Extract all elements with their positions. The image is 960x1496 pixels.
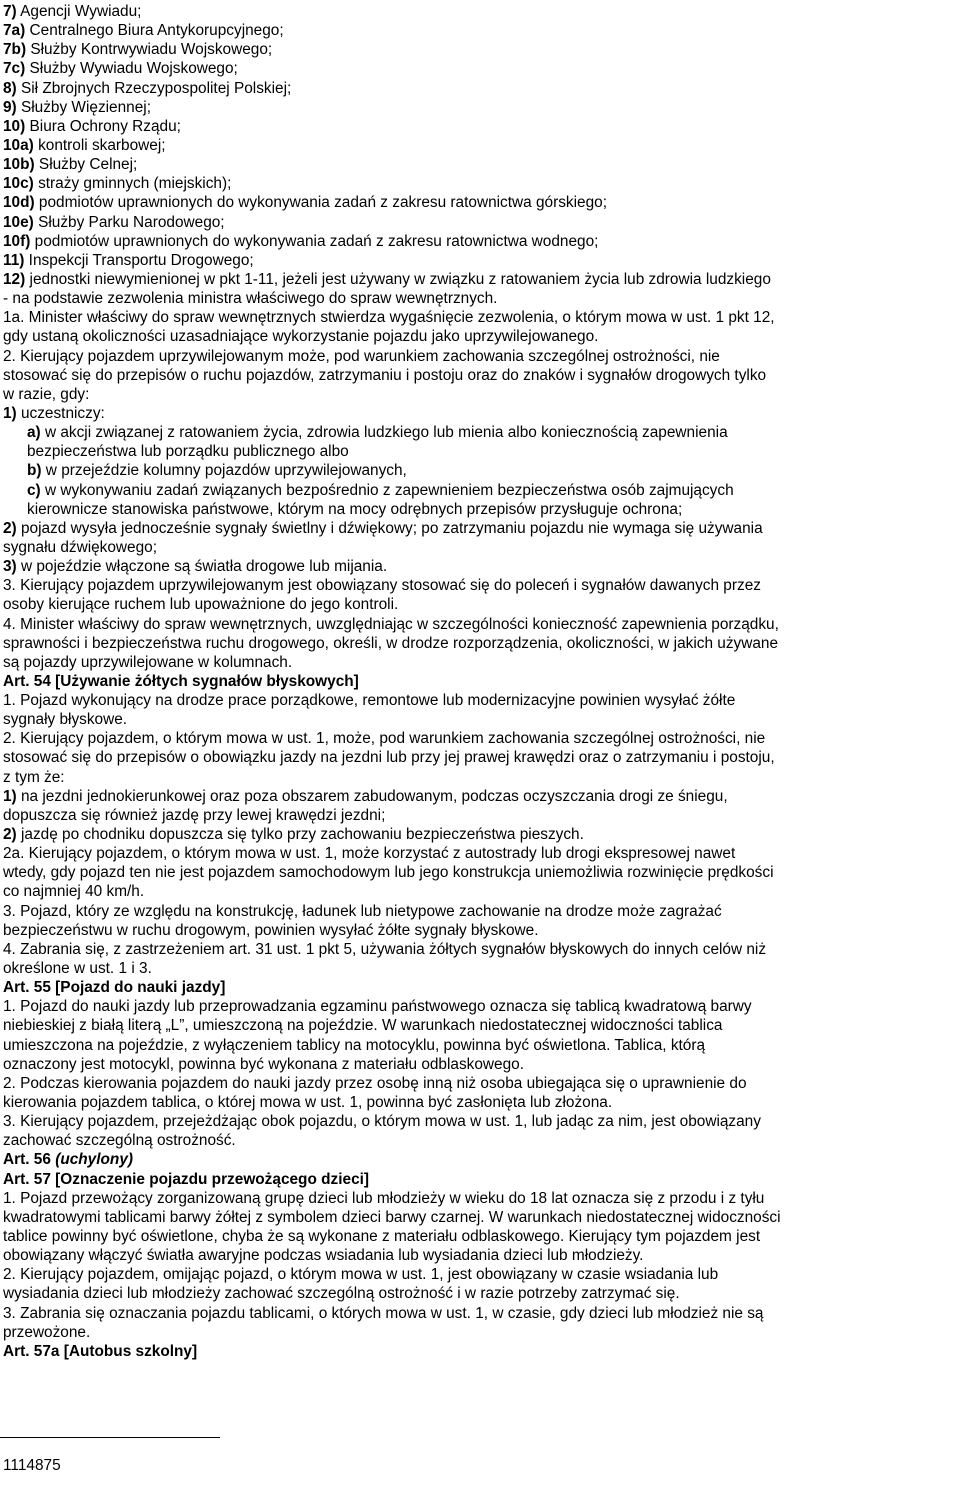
document-body <box>3 2 957 1361</box>
text-run: niebieskiej z białą literą „L”, umieszczoną na pojeździe. W warunkach niedostatecznej widoczności tablica <box>3 1017 723 1035</box>
text-run: Agencji Wywiadu; <box>16 3 142 20</box>
bold-run: 10a) <box>3 136 34 154</box>
text-line <box>3 385 957 404</box>
text-line <box>3 308 957 327</box>
text-line <box>3 882 957 901</box>
bold-run: 11) <box>3 251 25 269</box>
text-run: gdy ustaną okoliczności uzasadniające wykorzystanie pojazdu jako uprzywilejowanego. <box>3 328 599 346</box>
text-run: Służby Kontrwywiadu Wojskowego; <box>26 41 273 59</box>
text-run: są pojazdy uprzywilejowane w kolumnach. <box>3 653 293 671</box>
text-run: straży gminnych (miejskich); <box>33 175 232 193</box>
text-line <box>3 2 957 21</box>
text-run: w akcji związanej z ratowaniem życia, zdrowia ludzkiego lub mienia albo koniecznością zapewnienia <box>40 424 728 442</box>
text-line <box>3 1265 957 1284</box>
text-run: sprawności i bezpieczeństwa ruchu drogowego, określi, w drodze rozporządzenia, okoliczności, w jakich używane <box>3 634 779 652</box>
text-line <box>3 921 957 940</box>
bold-run: 10f) <box>3 232 31 250</box>
text-run: sygnału dźwiękowego; <box>3 538 157 556</box>
text-line <box>3 174 957 193</box>
text-run: wtedy, gdy pojazd ten nie jest pojazdem samochodowym lub jego konstrukcja uniemożliwia rozwinięcie prędkości <box>3 864 774 882</box>
bold-run: 10b) <box>3 156 35 174</box>
text-line <box>3 997 957 1016</box>
article-heading <box>3 672 957 691</box>
text-line <box>3 595 957 614</box>
text-line <box>3 768 957 787</box>
text-run: sygnały błyskowe. <box>3 711 128 729</box>
text-run: Służby Parku Narodowego; <box>33 213 225 231</box>
text-run: 3. Kierujący pojazdem uprzywilejowanym jest obowiązany stosować się do poleceń i sygnałów dawanych przez <box>3 577 761 595</box>
text-line <box>3 327 957 346</box>
text-run: oznaczony jest motocykl, powinna być wykonana z materiału odblaskowego. <box>3 1055 524 1073</box>
text-line <box>3 538 957 557</box>
text-line <box>3 442 957 461</box>
bold-run: Art. 55 [Pojazd do nauki jazdy] <box>3 979 226 997</box>
text-run: dopuszcza się również jazdę przy lewej krawędzi jezdni; <box>3 806 386 824</box>
bold-run: Art. 57 [Oznaczenie pojazdu przewożącego dzieci] <box>3 1170 370 1188</box>
text-run: Inspekcji Transportu Drogowego; <box>24 251 254 269</box>
bold-run: 1) <box>3 787 17 805</box>
text-run: Służby Więziennej; <box>16 98 151 116</box>
article-heading <box>3 1150 957 1169</box>
text-line <box>3 1074 957 1093</box>
bold-run: Art. 57a [Autobus szkolny] <box>3 1342 198 1360</box>
text-run: określone w ust. 1 i 3. <box>3 960 152 978</box>
text-line <box>3 1323 957 1342</box>
text-run: na jezdni jednokierunkowej oraz poza obszarem zabudowanym, podczas oczyszczania drogi ze śniegu, <box>16 787 728 805</box>
text-run: z tym że: <box>3 768 65 786</box>
text-run: stosować się do przepisów o obowiązku jazdy na jezdni lub przy jej prawej krawędzi oraz o zatrzymaniu i postoju, <box>3 749 775 767</box>
text-line <box>3 347 957 366</box>
text-run: uczestniczy: <box>16 404 105 422</box>
bold-run: (uchylony) <box>55 1151 133 1169</box>
text-run: obowiązany włączyć światła awaryjne podczas wsiadania lub wysiadania dzieci lub młodzieży. <box>3 1247 644 1265</box>
text-line <box>3 940 957 959</box>
bold-run: Art. 54 [Używanie żółtych sygnałów błyskowych] <box>3 672 359 690</box>
bold-run: 9) <box>3 98 17 116</box>
text-line <box>3 404 957 423</box>
text-run: w razie, gdy: <box>3 385 90 403</box>
text-run: w przejeździe kolumny pojazdów uprzywilejowanych, <box>41 462 407 480</box>
bold-run: a) <box>27 424 41 442</box>
text-line <box>3 21 957 40</box>
text-line <box>3 232 957 251</box>
text-run: 3. Pojazd, który ze względu na konstrukcję, ładunek lub nietypowe zachowanie na drodze może zagrażać <box>3 902 722 920</box>
text-run: bezpieczeństwa lub porządku publicznego albo <box>27 443 349 461</box>
text-line <box>3 959 957 978</box>
text-run: 4. Minister właściwy do spraw wewnętrznych, uwzględniając w szczególności konieczność zapewnienia porządku, <box>3 615 779 633</box>
text-run: w wykonywaniu zadań związanych bezpośrednio z zapewnieniem bezpieczeństwa osób zajmujących <box>40 481 734 499</box>
page-footer <box>3 1456 61 1475</box>
text-run: 2. Kierujący pojazdem, omijając pojazd, o którym mowa w ust. 1, jest obowiązany w czasie wsiadania lub <box>3 1266 719 1284</box>
text-line <box>3 193 957 212</box>
text-line <box>3 844 957 863</box>
text-run: 3. Kierujący pojazdem, przejeżdżając obok pojazdu, o którym mowa w ust. 1, lub jadąc za nim, jest obowiązany <box>3 1113 761 1131</box>
text-run: Centralnego Biura Antykorupcyjnego; <box>25 22 284 40</box>
bold-run: 10c) <box>3 175 34 193</box>
text-line <box>3 653 957 672</box>
footer-rule <box>0 1437 220 1438</box>
text-line <box>3 289 957 308</box>
text-line <box>3 1227 957 1246</box>
text-run: Sił Zbrojnych Rzeczypospolitej Polskiej; <box>16 79 292 97</box>
text-line <box>3 481 957 500</box>
text-line <box>3 251 957 270</box>
text-run: w pojeździe włączone są światła drogowe lub mijania. <box>16 558 388 576</box>
text-run: bezpieczeństwu w ruchu drogowym, powinien wysyłać żółte sygnały błyskowe. <box>3 921 539 939</box>
text-line <box>3 825 957 844</box>
article-heading <box>3 1170 957 1189</box>
text-line <box>3 806 957 825</box>
text-line <box>3 1284 957 1303</box>
text-line <box>3 366 957 385</box>
text-run: kontroli skarbowej; <box>33 136 166 154</box>
text-line <box>3 710 957 729</box>
text-run: 1. Pojazd wykonujący na drodze prace porządkowe, remontowe lub modernizacyjne powinien wysyłać żółte <box>3 692 736 710</box>
text-run: Biura Ochrony Rządu; <box>25 117 181 135</box>
text-run: 2a. Kierujący pojazdem, o którym mowa w ust. 1, może korzystać z autostrady lub drogi ekspresowej nawet <box>3 845 736 863</box>
bold-run: 8) <box>3 79 17 97</box>
text-line <box>3 423 957 442</box>
text-line <box>3 155 957 174</box>
bold-run: 10d) <box>3 194 35 212</box>
text-run: wysiadania dzieci lub młodzieży zachować szczególną ostrożność i w razie potrzeby zatrzymać się. <box>3 1285 680 1303</box>
text-line <box>3 1131 957 1150</box>
bold-run: 12) <box>3 270 26 288</box>
text-line <box>3 634 957 653</box>
text-run: kwadratowymi tablicami barwy żółtej z symbolem dzieci barwy czarnej. W warunkach niedostatecznej widoczności <box>3 1208 781 1226</box>
text-line <box>3 787 957 806</box>
text-line <box>3 117 957 136</box>
text-line <box>3 576 957 595</box>
text-run: 2. Kierujący pojazdem uprzywilejowanym może, pod warunkiem zachowania szczególnej ostrożności, nie <box>3 347 720 365</box>
article-heading <box>3 978 957 997</box>
text-line <box>3 79 957 98</box>
text-line <box>3 1112 957 1131</box>
text-line <box>3 902 957 921</box>
text-run: 1. Pojazd do nauki jazdy lub przeprowadzania egzaminu państwowego oznacza się tablicą kwadratową barwy <box>3 998 752 1016</box>
text-run: osoby kierujące ruchem lub upoważnione do jego kontroli. <box>3 596 399 614</box>
bold-run: 2) <box>3 826 17 844</box>
text-line <box>3 270 957 289</box>
text-run: podmiotów uprawnionych do wykonywania zadań z zakresu ratownictwa górskiego; <box>34 194 607 212</box>
text-run: przewożone. <box>3 1323 91 1341</box>
text-line <box>3 1093 957 1112</box>
text-run: podmiotów uprawnionych do wykonywania zadań z zakresu ratownictwa wodnego; <box>30 232 599 250</box>
bold-run: 10e) <box>3 213 34 231</box>
bold-run: 3) <box>3 558 17 576</box>
text-line <box>3 1016 957 1035</box>
text-run: pojazd wysyła jednocześnie sygnały świetlny i dźwiękowy; po zatrzymaniu pojazdu nie wymaga się używania <box>16 519 763 537</box>
text-run: 3. Zabrania się oznaczania pojazdu tablicami, o których mowa w ust. 1, w czasie, gdy dzieci lub młodzież nie są <box>3 1304 764 1322</box>
text-run: jednostki niewymienionej w pkt 1-11, jeżeli jest używany w związku z ratowaniem życia lub zdrowia ludzkiego <box>25 270 771 288</box>
text-line <box>3 461 957 480</box>
bold-run: b) <box>27 462 42 480</box>
text-line <box>3 136 957 155</box>
text-line <box>3 59 957 78</box>
text-run: tablice powinny być oświetlone, chyba że są wykonane z materiału odblaskowego. Kierujący tym pojazdem jest <box>3 1228 761 1245</box>
text-line <box>3 691 957 710</box>
text-line <box>3 98 957 117</box>
bold-run: 1) <box>3 404 17 422</box>
text-run: Służby Wywiadu Wojskowego; <box>25 60 238 78</box>
text-run: stosować się do przepisów o ruchu pojazdów, zatrzymaniu i postoju oraz do znaków i sygnałów drogowych tylko <box>3 366 767 384</box>
bold-run: Art. 56 <box>3 1151 56 1169</box>
text-line <box>3 1036 957 1055</box>
text-line <box>3 729 957 748</box>
article-heading <box>3 1342 957 1361</box>
text-line <box>3 863 957 882</box>
text-line <box>3 748 957 767</box>
text-run: - na podstawie zezwolenia ministra właściwego do spraw wewnętrznych. <box>3 290 498 308</box>
bold-run: 2) <box>3 519 17 537</box>
text-run: 4. Zabrania się, z zastrzeżeniem art. 31 ust. 1 pkt 5, używania żółtych sygnałów błyskowych do innych celów niż <box>3 940 767 958</box>
document-number: 1114875 <box>3 1457 61 1474</box>
bold-run: 7a) <box>3 22 26 40</box>
text-run: umieszczona na pojeździe, z wyłączeniem tablicy na motocyklu, powinna być oświetlona. Tablica, którą <box>3 1036 706 1054</box>
text-line <box>3 1055 957 1074</box>
text-run: 1a. Minister właściwy do spraw wewnętrznych stwierdza wygaśnięcie zezwolenia, o którym mowa w ust. 1 pkt 12, <box>3 309 775 327</box>
text-line <box>3 519 957 538</box>
text-line <box>3 557 957 576</box>
text-line <box>3 1246 957 1265</box>
bold-run: 7) <box>3 3 17 20</box>
text-run: 2. Podczas kierowania pojazdem do nauki jazdy przez osobę inną niż osoba ubiegająca się o uprawnienie do <box>3 1074 747 1092</box>
text-line <box>3 1189 957 1208</box>
text-run: kierowania pojazdem tablica, o której mowa w ust. 1, powinna być zasłonięta lub złożona. <box>3 1094 613 1112</box>
bold-run: 7c) <box>3 60 26 78</box>
text-line <box>3 500 957 519</box>
text-line <box>3 40 957 59</box>
bold-run: 10) <box>3 117 26 135</box>
bold-run: 7b) <box>3 41 27 59</box>
text-run: zachować szczególną ostrożność. <box>3 1132 236 1150</box>
text-line <box>3 1208 957 1227</box>
text-run: co najmniej 40 km/h. <box>3 883 145 901</box>
text-line <box>3 615 957 634</box>
bold-run: c) <box>27 481 41 499</box>
text-run: Służby Celnej; <box>34 156 138 174</box>
text-run: 1. Pojazd przewożący zorganizowaną grupę dzieci lub młodzieży w wieku do 18 lat oznacza się z przodu i z tyłu <box>3 1189 765 1207</box>
text-run: kierownicze stanowiska państwowe, którym na mocy odrębnych przepisów przysługuje ochrona; <box>27 500 683 518</box>
text-line <box>3 213 957 232</box>
text-run: jazdę po chodniku dopuszcza się tylko przy zachowaniu bezpieczeństwa pieszych. <box>16 826 584 844</box>
text-run: 2. Kierujący pojazdem, o którym mowa w ust. 1, może, pod warunkiem zachowania szczególnej ostrożności, nie <box>3 730 766 748</box>
text-line <box>3 1304 957 1323</box>
